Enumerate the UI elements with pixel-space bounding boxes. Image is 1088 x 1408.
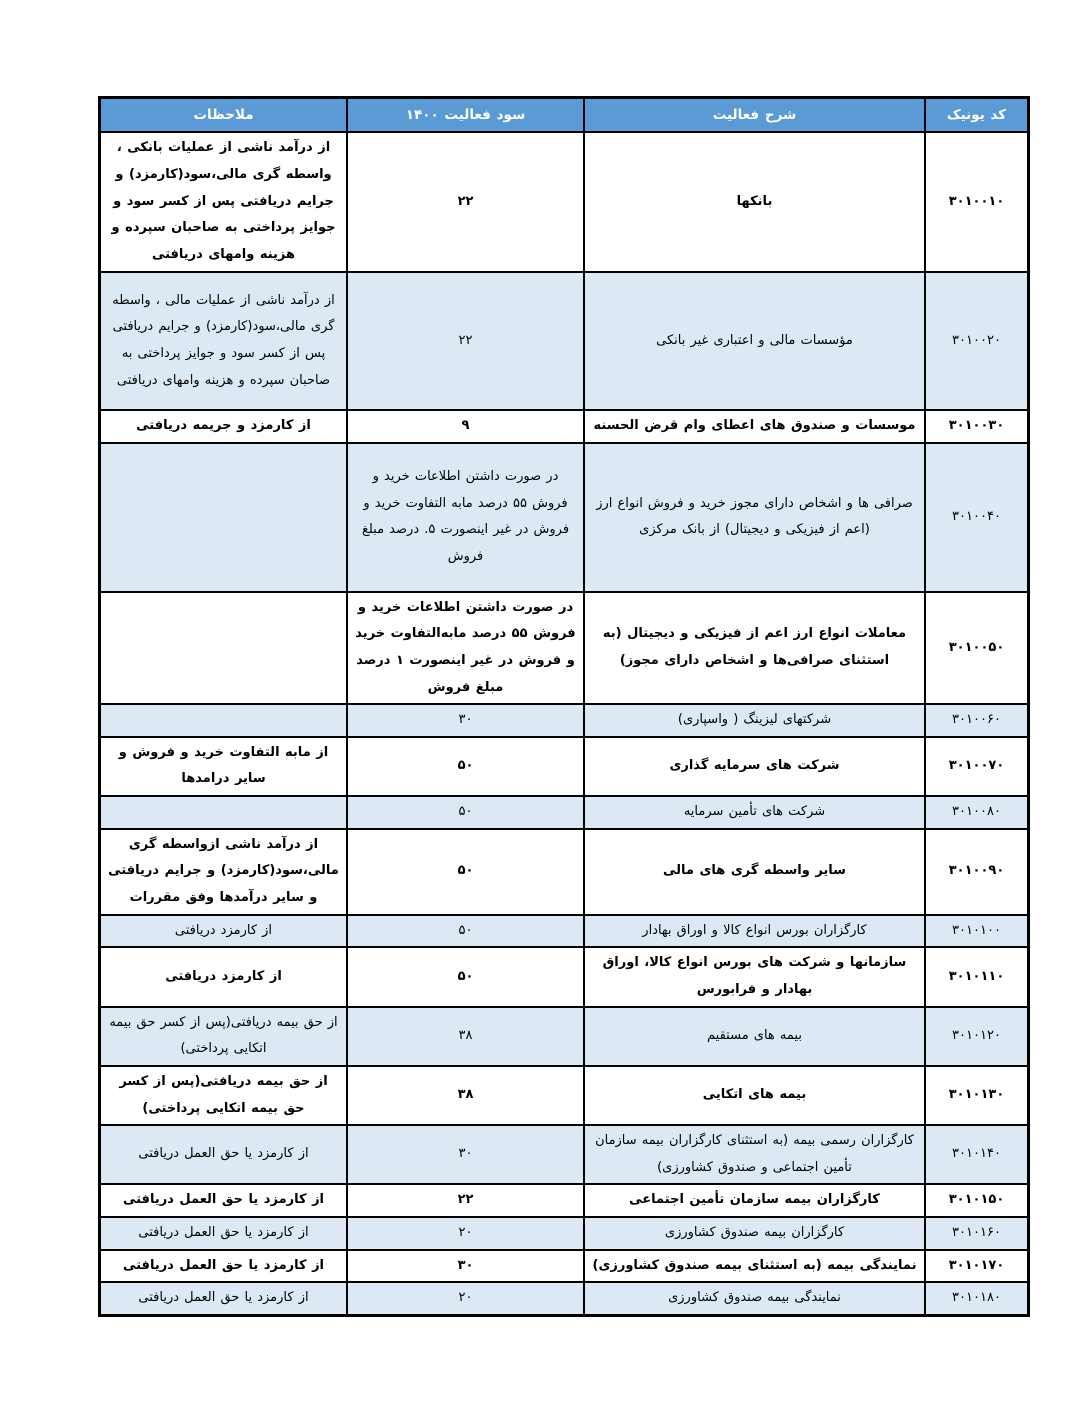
table-row (100, 915, 1029, 948)
table-row (100, 132, 1029, 272)
activity-description-cell: صرافی ها و اشخاص دارای مجوز خرید و فروش انواع ارز (اعم از فیزیکی و دیجیتال) از بانک مرکزی (584, 443, 925, 592)
activity-description-cell: شرکت های تأمین سرمایه (584, 796, 925, 829)
activity-description-cell: سایر واسطه گری های مالی (584, 829, 925, 915)
unique-code-cell: ۳۰۱۰۰۵۰ (925, 592, 1029, 705)
remarks-cell: از کارمزد دریافتی (100, 947, 348, 1006)
activity-description-cell: کارگزاران بیمه صندوق کشاورزی (584, 1217, 925, 1250)
remarks-cell: از درآمد ناشی از عملیات مالی ، واسطه گری مالی،سود(کارمزد) و جرایم دریافتی پس از کسر سود و جوایز پرداختی به صاحبان سپرده و هزینه وامهای دریافتی (100, 272, 348, 410)
column-header-activity-profit-1400: سود فعالیت ۱۴۰۰ (347, 98, 584, 133)
profit-value-cell: در صورت داشتن اطلاعات خرید و فروش ۵۵ درصد مابه‌التفاوت خرید و فروش در غیر اینصورت ۱ درصد مبلغ فروش (347, 592, 584, 705)
remarks-cell: از کارمزد یا حق العمل دریافتی (100, 1282, 348, 1315)
table-row (100, 704, 1029, 737)
remarks-cell: از درآمد ناشی ازواسطه گری مالی،سود(کارمزد) و جرایم دریافتی و سایر درآمدها وفق مقررات (100, 829, 348, 915)
table-row (100, 443, 1029, 592)
column-header-activity-description: شرح فعالیت (584, 98, 925, 133)
table-row (100, 1066, 1029, 1125)
profit-value-cell: ۲۲ (347, 1184, 584, 1217)
remarks-cell: از مابه التفاوت خرید و فروش و سایر درامدها (100, 737, 348, 796)
activity-description-cell: شرکتهای لیزینگ ( واسپاری) (584, 704, 925, 737)
table-row (100, 1250, 1029, 1283)
remarks-cell: از درآمد ناشی از عملیات بانکی ، واسطه گری مالی،سود(کارمزد) و جرایم دریافتی پس از کسر سود و جوایز پرداختی به صاحبان سپرده و هزینه وامهای دریافتی (100, 132, 348, 272)
remarks-cell: از کارمزد یا حق العمل دریافتی (100, 1217, 348, 1250)
profit-value-cell: در صورت داشتن اطلاعات خرید و فروش ۵۵ درصد مابه التفاوت خرید و فروش در غیر اینصورت ۵. درصد مبلغ فروش (347, 443, 584, 592)
unique-code-cell: ۳۰۱۰۱۶۰ (925, 1217, 1029, 1250)
activity-description-cell: معاملات انواع ارز اعم از فیزیکی و دیجیتال (به استثنای صرافی‌ها و اشخاص دارای مجوز) (584, 592, 925, 705)
remarks-cell: از کارمزد و جریمه دریافتی (100, 410, 348, 443)
activity-description-cell: نمایندگی بیمه (به استثنای بیمه صندوق کشاورزی) (584, 1250, 925, 1283)
table-row (100, 1125, 1029, 1184)
profit-value-cell: ۵۰ (347, 829, 584, 915)
activity-description-cell: بیمه های مستقیم (584, 1007, 925, 1066)
activity-description-cell: کارگزاران بیمه سازمان تأمین اجتماعی (584, 1184, 925, 1217)
table-row (100, 1184, 1029, 1217)
profit-value-cell: ۵۰ (347, 796, 584, 829)
profit-value-cell: ۲۲ (347, 132, 584, 272)
remarks-cell (100, 796, 348, 829)
profit-value-cell: ۳۸ (347, 1066, 584, 1125)
table-row (100, 1282, 1029, 1315)
table-body (100, 132, 1029, 1316)
profit-value-cell: ۵۰ (347, 737, 584, 796)
table-row (100, 947, 1029, 1006)
remarks-cell (100, 443, 348, 592)
remarks-cell: از کارمزد یا حق العمل دریافتی (100, 1125, 348, 1184)
activity-description-cell: نمایندگی بیمه صندوق کشاورزی (584, 1282, 925, 1315)
unique-code-cell: ۳۰۱۰۱۰۰ (925, 915, 1029, 948)
profit-value-cell: ۵۰ (347, 915, 584, 948)
activity-description-cell: شرکت های سرمایه گذاری (584, 737, 925, 796)
profit-value-cell: ۳۰ (347, 704, 584, 737)
profit-value-cell: ۲۰ (347, 1282, 584, 1315)
profit-value-cell: ۳۰ (347, 1125, 584, 1184)
profit-value-cell: ۵۰ (347, 947, 584, 1006)
table-row (100, 1007, 1029, 1066)
unique-code-cell: ۳۰۱۰۰۷۰ (925, 737, 1029, 796)
column-header-unique-code: کد یونیک (925, 98, 1029, 133)
column-header-remarks: ملاحظات (100, 98, 348, 133)
table-row (100, 796, 1029, 829)
activity-description-cell: بانکها (584, 132, 925, 272)
unique-code-cell: ۳۰۱۰۰۳۰ (925, 410, 1029, 443)
activity-description-cell: موسسات و صندوق های اعطای وام قرض الحسنه (584, 410, 925, 443)
header-row (100, 98, 1029, 133)
table-row (100, 829, 1029, 915)
remarks-cell: از کارمزد دریافتی (100, 915, 348, 948)
unique-code-cell: ۳۰۱۰۱۸۰ (925, 1282, 1029, 1315)
activity-profit-table (98, 96, 1030, 1317)
profit-value-cell: ۳۸ (347, 1007, 584, 1066)
remarks-cell: از کارمزد یا حق العمل دریافتی (100, 1184, 348, 1217)
remarks-cell (100, 704, 348, 737)
unique-code-cell: ۳۰۱۰۱۴۰ (925, 1125, 1029, 1184)
activity-description-cell: کارگزاران بورس انواع کالا و اوراق بهادار (584, 915, 925, 948)
table-row (100, 737, 1029, 796)
profit-value-cell: ۹ (347, 410, 584, 443)
unique-code-cell: ۳۰۱۰۰۹۰ (925, 829, 1029, 915)
unique-code-cell: ۳۰۱۰۰۶۰ (925, 704, 1029, 737)
remarks-cell: از حق بیمه دریافتی(پس از کسر حق بیمه اتکایی پرداختی) (100, 1066, 348, 1125)
table-header (100, 98, 1029, 133)
unique-code-cell: ۳۰۱۰۱۱۰ (925, 947, 1029, 1006)
profit-value-cell: ۲۲ (347, 272, 584, 410)
unique-code-cell: ۳۰۱۰۱۳۰ (925, 1066, 1029, 1125)
activity-description-cell: بیمه های اتکایی (584, 1066, 925, 1125)
unique-code-cell: ۳۰۱۰۰۲۰ (925, 272, 1029, 410)
unique-code-cell: ۳۰۱۰۱۷۰ (925, 1250, 1029, 1283)
table-row (100, 592, 1029, 705)
activity-description-cell: مؤسسات مالی و اعتباری غیر بانکی (584, 272, 925, 410)
remarks-cell: از کارمزد یا حق العمل دریافتی (100, 1250, 348, 1283)
activity-description-cell: کارگزاران رسمی بیمه (به استثنای کارگزاران بیمه سازمان تأمین اجتماعی و صندوق کشاورزی) (584, 1125, 925, 1184)
unique-code-cell: ۳۰۱۰۰۱۰ (925, 132, 1029, 272)
table-row (100, 1217, 1029, 1250)
table-row (100, 272, 1029, 410)
unique-code-cell: ۳۰۱۰۱۲۰ (925, 1007, 1029, 1066)
remarks-cell: از حق بیمه دریافتی(پس از کسر حق بیمه اتکایی پرداختی) (100, 1007, 348, 1066)
table-row (100, 410, 1029, 443)
profit-value-cell: ۲۰ (347, 1217, 584, 1250)
unique-code-cell: ۳۰۱۰۰۸۰ (925, 796, 1029, 829)
unique-code-cell: ۳۰۱۰۰۴۰ (925, 443, 1029, 592)
activity-description-cell: سازمانها و شرکت های بورس انواع کالا، اوراق بهادار و فرابورس (584, 947, 925, 1006)
profit-value-cell: ۳۰ (347, 1250, 584, 1283)
remarks-cell (100, 592, 348, 705)
unique-code-cell: ۳۰۱۰۱۵۰ (925, 1184, 1029, 1217)
